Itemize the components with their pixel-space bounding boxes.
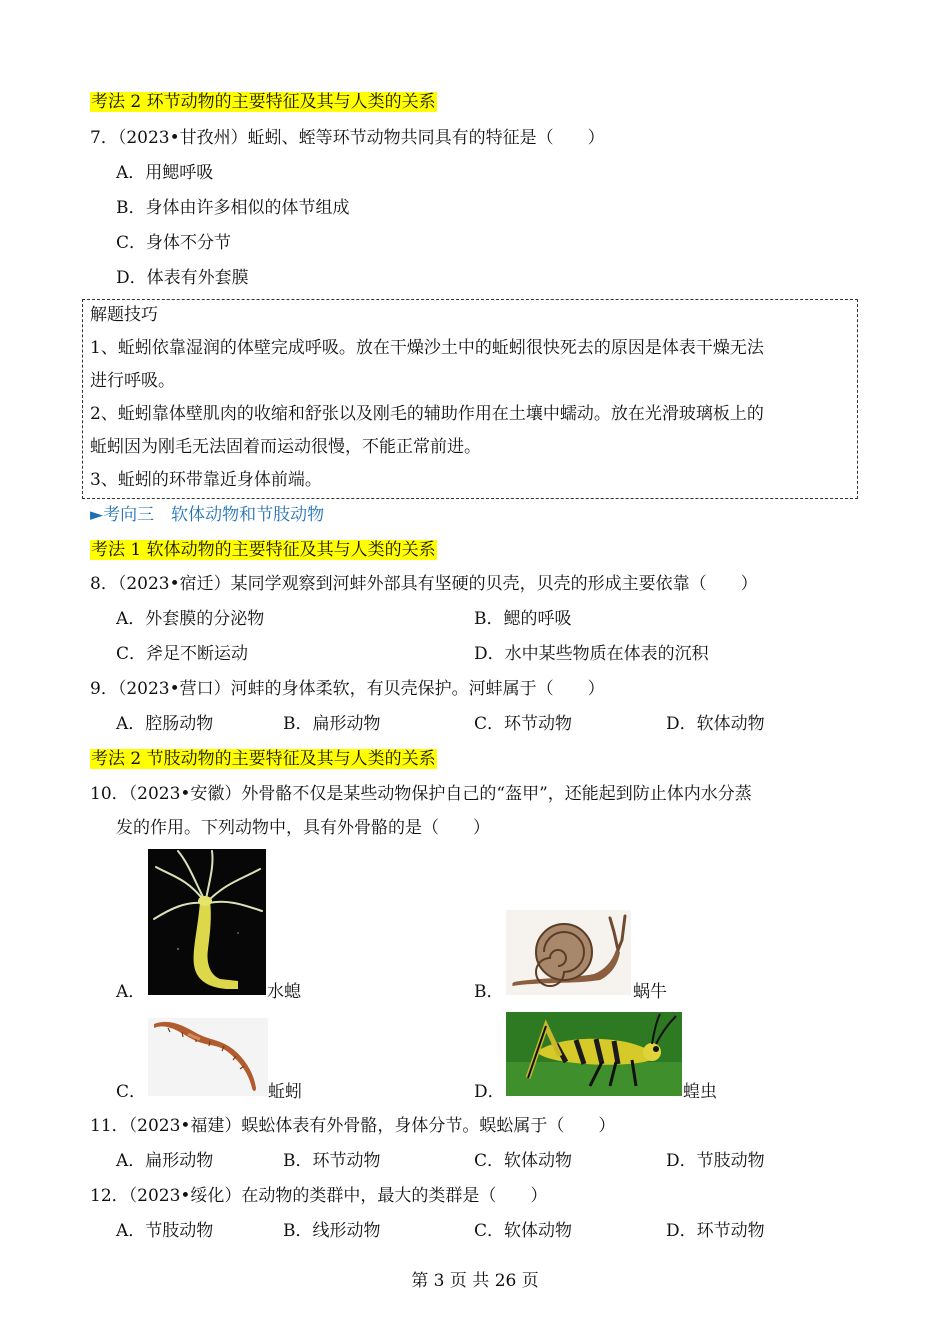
question-12-stem: 12．（2023•绥化）在动物的类群中，最大的类群是（ ） xyxy=(90,1186,548,1206)
q11-option-c: C．软体动物 xyxy=(474,1151,573,1171)
q7-option-a: A．用鳃呼吸 xyxy=(116,163,214,183)
question-8-stem: 8．（2023•宿迁）某同学观察到河蚌外部具有坚硬的贝壳，贝壳的形成主要依靠（ ） xyxy=(90,574,758,594)
q10-option-c-letter: C． xyxy=(116,1082,147,1102)
snail-image xyxy=(506,910,631,995)
grasshopper-image xyxy=(506,1012,682,1096)
tips-line-3: 2、蚯蚓靠体壁肌肉的收缩和舒张以及刚毛的辅助作用在土壤中蠕动。放在光滑玻璃板上的 xyxy=(90,404,764,424)
q10-option-a-letter: A． xyxy=(116,982,146,1002)
section-heading-annelida: 考法 2 环节动物的主要特征及其与人类的关系 xyxy=(91,92,436,112)
q8-option-a: A．外套膜的分泌物 xyxy=(116,609,265,629)
tips-line-5: 3、蚯蚓的环带靠近身体前端。 xyxy=(90,470,322,490)
q7-option-d: D．体表有外套膜 xyxy=(116,268,249,288)
q8-option-c: C．斧足不断运动 xyxy=(116,644,249,664)
q12-option-b: B．线形动物 xyxy=(283,1221,381,1241)
q7-option-b: B．身体由许多相似的体节组成 xyxy=(116,198,350,218)
q9-option-c: C．环节动物 xyxy=(474,714,573,734)
tips-title: 解题技巧 xyxy=(90,305,158,325)
q9-option-d: D．软体动物 xyxy=(666,714,765,734)
question-7-stem: 7．（2023•甘孜州）蚯蚓、蛭等环节动物共同具有的特征是（ ） xyxy=(90,128,605,148)
q11-option-d: D．节肢动物 xyxy=(666,1151,765,1171)
q10-option-b-label: 蜗牛 xyxy=(633,982,667,1002)
q7-option-c: C．身体不分节 xyxy=(116,233,232,253)
earthworm-image xyxy=(148,1018,268,1096)
q9-option-b: B．扁形动物 xyxy=(283,714,381,734)
q10-option-d-letter: D． xyxy=(474,1082,505,1102)
section-title-3: ►考向三 软体动物和节肢动物 xyxy=(90,505,325,525)
tips-line-1: 1、蚯蚓依靠湿润的体壁完成呼吸。放在干燥沙土中的蚯蚓很快死去的原因是体表干燥无法 xyxy=(90,338,764,358)
q12-option-d: D．环节动物 xyxy=(666,1221,765,1241)
section-heading-arthropoda: 考法 2 节肢动物的主要特征及其与人类的关系 xyxy=(91,749,436,769)
q8-option-b: B．鳃的呼吸 xyxy=(474,609,572,629)
question-10-stem-line2: 发的作用。下列动物中，具有外骨骼的是（ ） xyxy=(116,818,490,838)
q10-option-b-letter: B． xyxy=(474,982,504,1002)
q10-option-d-label: 蝗虫 xyxy=(683,1082,717,1102)
q11-option-b: B．环节动物 xyxy=(283,1151,381,1171)
q10-option-c-label: 蚯蚓 xyxy=(268,1082,302,1102)
q10-option-a-label: 水螅 xyxy=(267,982,301,1002)
q12-option-a: A．节肢动物 xyxy=(116,1221,214,1241)
question-10-stem-line1: 10．（2023•安徽）外骨骼不仅是某些动物保护自己的“盔甲”，还能起到防止体内水分蒸 xyxy=(90,784,752,804)
tips-line-2: 进行呼吸。 xyxy=(90,371,175,391)
section-heading-mollusca: 考法 1 软体动物的主要特征及其与人类的关系 xyxy=(91,540,436,560)
tips-line-4: 蚯蚓因为刚毛无法固着而运动很慢，不能正常前进。 xyxy=(90,437,481,457)
hydra-image xyxy=(148,849,266,995)
q9-option-a: A．腔肠动物 xyxy=(116,714,214,734)
page-footer: 第 3 页 共 26 页 xyxy=(411,1271,539,1291)
question-11-stem: 11．（2023•福建）蜈蚣体表有外骨骼，身体分节。蜈蚣属于（ ） xyxy=(90,1116,616,1136)
q8-option-d: D．水中某些物质在体表的沉积 xyxy=(474,644,709,664)
q12-option-c: C．软体动物 xyxy=(474,1221,573,1241)
question-9-stem: 9．（2023•营口）河蚌的身体柔软，有贝壳保护。河蚌属于（ ） xyxy=(90,679,605,699)
q11-option-a: A．扁形动物 xyxy=(116,1151,214,1171)
